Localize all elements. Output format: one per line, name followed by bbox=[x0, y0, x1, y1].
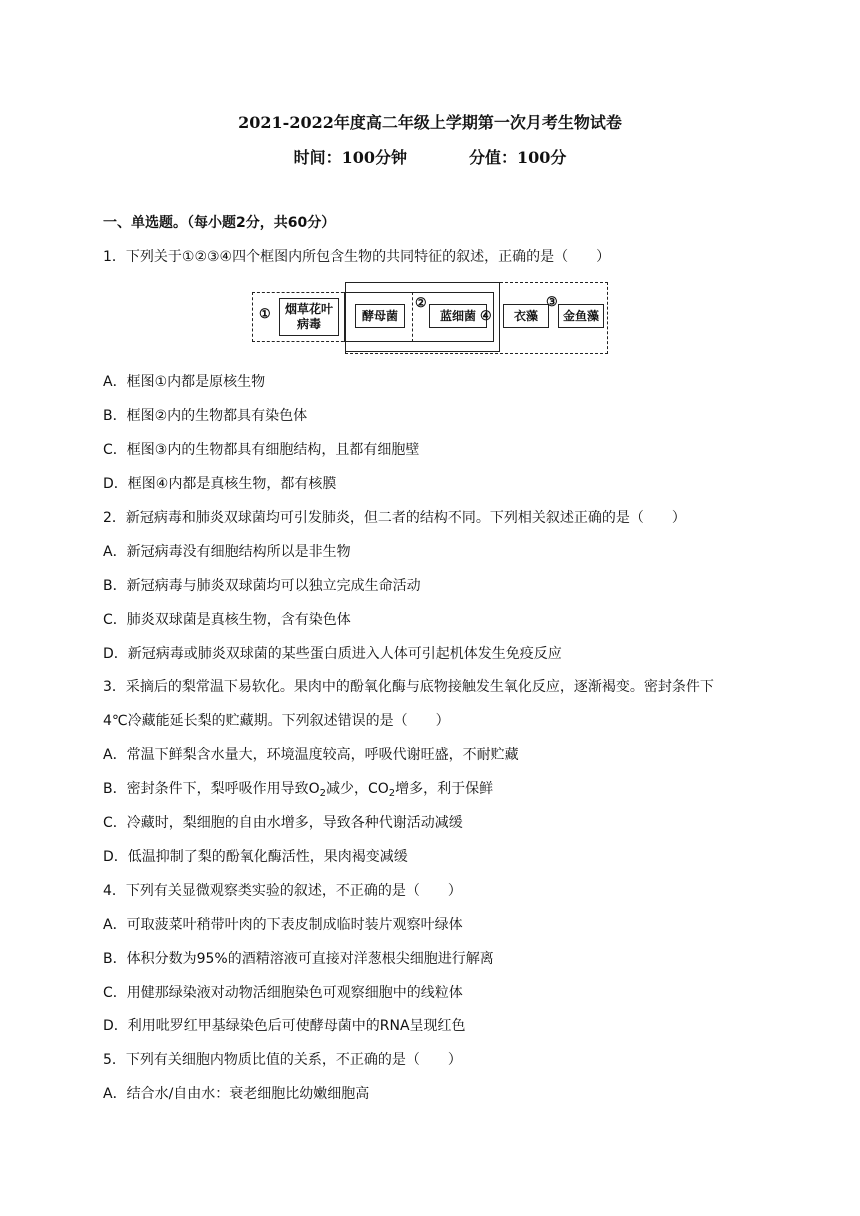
frame-label-2: ② bbox=[415, 296, 427, 311]
q1-option-c: C．框图③内的生物都具有细胞结构，且都有细胞壁 bbox=[103, 442, 420, 458]
question-4: 4．下列有关显微观察类实验的叙述，不正确的是（ ） bbox=[103, 883, 462, 899]
q2-option-a: A．新冠病毒没有细胞结构所以是非生物 bbox=[103, 544, 351, 560]
q3-option-b bbox=[103, 778, 493, 799]
frame-label-3: ③ bbox=[546, 295, 558, 310]
question-3: 3．采摘后的梨常温下易软化。果肉中的酚氧化酶与底物接触发生氧化反应，逐渐褐变。密封条件下 bbox=[103, 679, 714, 695]
q3-option-a: A．常温下鲜梨含水量大，环境温度较高，呼吸代谢旺盛，不耐贮藏 bbox=[103, 747, 519, 763]
q3-option-c: C．冷藏时，梨细胞的自由水增多，导致各种代谢活动减缓 bbox=[103, 815, 463, 831]
co2-mid: 减少，CO bbox=[326, 781, 389, 797]
yeast-cell: 酵母菌 bbox=[355, 304, 405, 328]
frame-label-4: ④ bbox=[480, 309, 492, 324]
exam-title: 2021-2022年度高二年级上学期第一次月考生物试卷 bbox=[238, 113, 622, 132]
q2-option-d: D．新冠病毒或肺炎双球菌的某些蛋白质进入人体可引起机体发生免疫反应 bbox=[103, 646, 562, 662]
exam-meta bbox=[0, 145, 860, 168]
o2-prefix: B．密封条件下，梨呼吸作用导致O bbox=[103, 781, 320, 797]
question-1: 1．下列关于①②③④四个框图内所包含生物的共同特征的叙述，正确的是（ ） bbox=[103, 249, 611, 265]
co2-subscript: 2 bbox=[388, 788, 396, 799]
cyanobacteria-cell: 蓝细菌 bbox=[429, 304, 487, 328]
question-5: 5．下列有关细胞内物质比值的关系，不正确的是（ ） bbox=[103, 1052, 462, 1068]
q4-option-d: D．利用吡罗红甲基绿染色后可使酵母菌中的RNA呈现红色 bbox=[103, 1018, 466, 1034]
question-3-cont: 4℃冷藏能延长梨的贮藏期。下列叙述错误的是（ ） bbox=[103, 713, 450, 729]
o2-subscript: 2 bbox=[319, 788, 326, 799]
exam-time: 时间：100分钟 bbox=[293, 148, 407, 167]
section-heading: 一、单选题。（每小题2分，共60分） bbox=[103, 215, 336, 231]
q1-option-d: D．框图④内都是真核生物，都有核膜 bbox=[103, 476, 337, 492]
exam-score: 分值：100分 bbox=[469, 148, 567, 167]
q4-option-a: A．可取菠菜叶稍带叶肉的下表皮制成临时装片观察叶绿体 bbox=[103, 917, 463, 933]
hornwort-cell: 金鱼藻 bbox=[558, 304, 604, 328]
o2-suffix: 增多，利于保鲜 bbox=[395, 781, 494, 797]
q2-option-c: C．肺炎双球菌是真核生物，含有染色体 bbox=[103, 612, 351, 628]
q3-option-d: D．低温抑制了梨的酚氧化酶活性，果肉褐变减缓 bbox=[103, 849, 408, 865]
chlamydomonas-cell: 衣藻 bbox=[503, 304, 549, 328]
question-2: 2．新冠病毒和肺炎双球菌均可引发肺炎，但二者的结构不同。下列相关叙述正确的是（ ） bbox=[103, 510, 686, 526]
q1-option-a: A．框图①内都是原核生物 bbox=[103, 374, 266, 390]
tmv-cell: 烟草花叶病毒 bbox=[279, 298, 339, 336]
q5-option-a: A．结合水/自由水：衰老细胞比幼嫩细胞高 bbox=[103, 1086, 370, 1102]
q2-option-b: B．新冠病毒与肺炎双球菌均可以独立完成生命活动 bbox=[103, 578, 421, 594]
q1-option-b: B．框图②内的生物都具有染色体 bbox=[103, 408, 308, 424]
frame-label-1: ① bbox=[259, 307, 271, 322]
organism-box-figure bbox=[252, 282, 612, 356]
q4-option-c: C．用健那绿染液对动物活细胞染色可观察细胞中的线粒体 bbox=[103, 985, 463, 1001]
q4-option-b: B．体积分数为95%的酒精溶液可直接对洋葱根尖细胞进行解离 bbox=[103, 951, 494, 967]
